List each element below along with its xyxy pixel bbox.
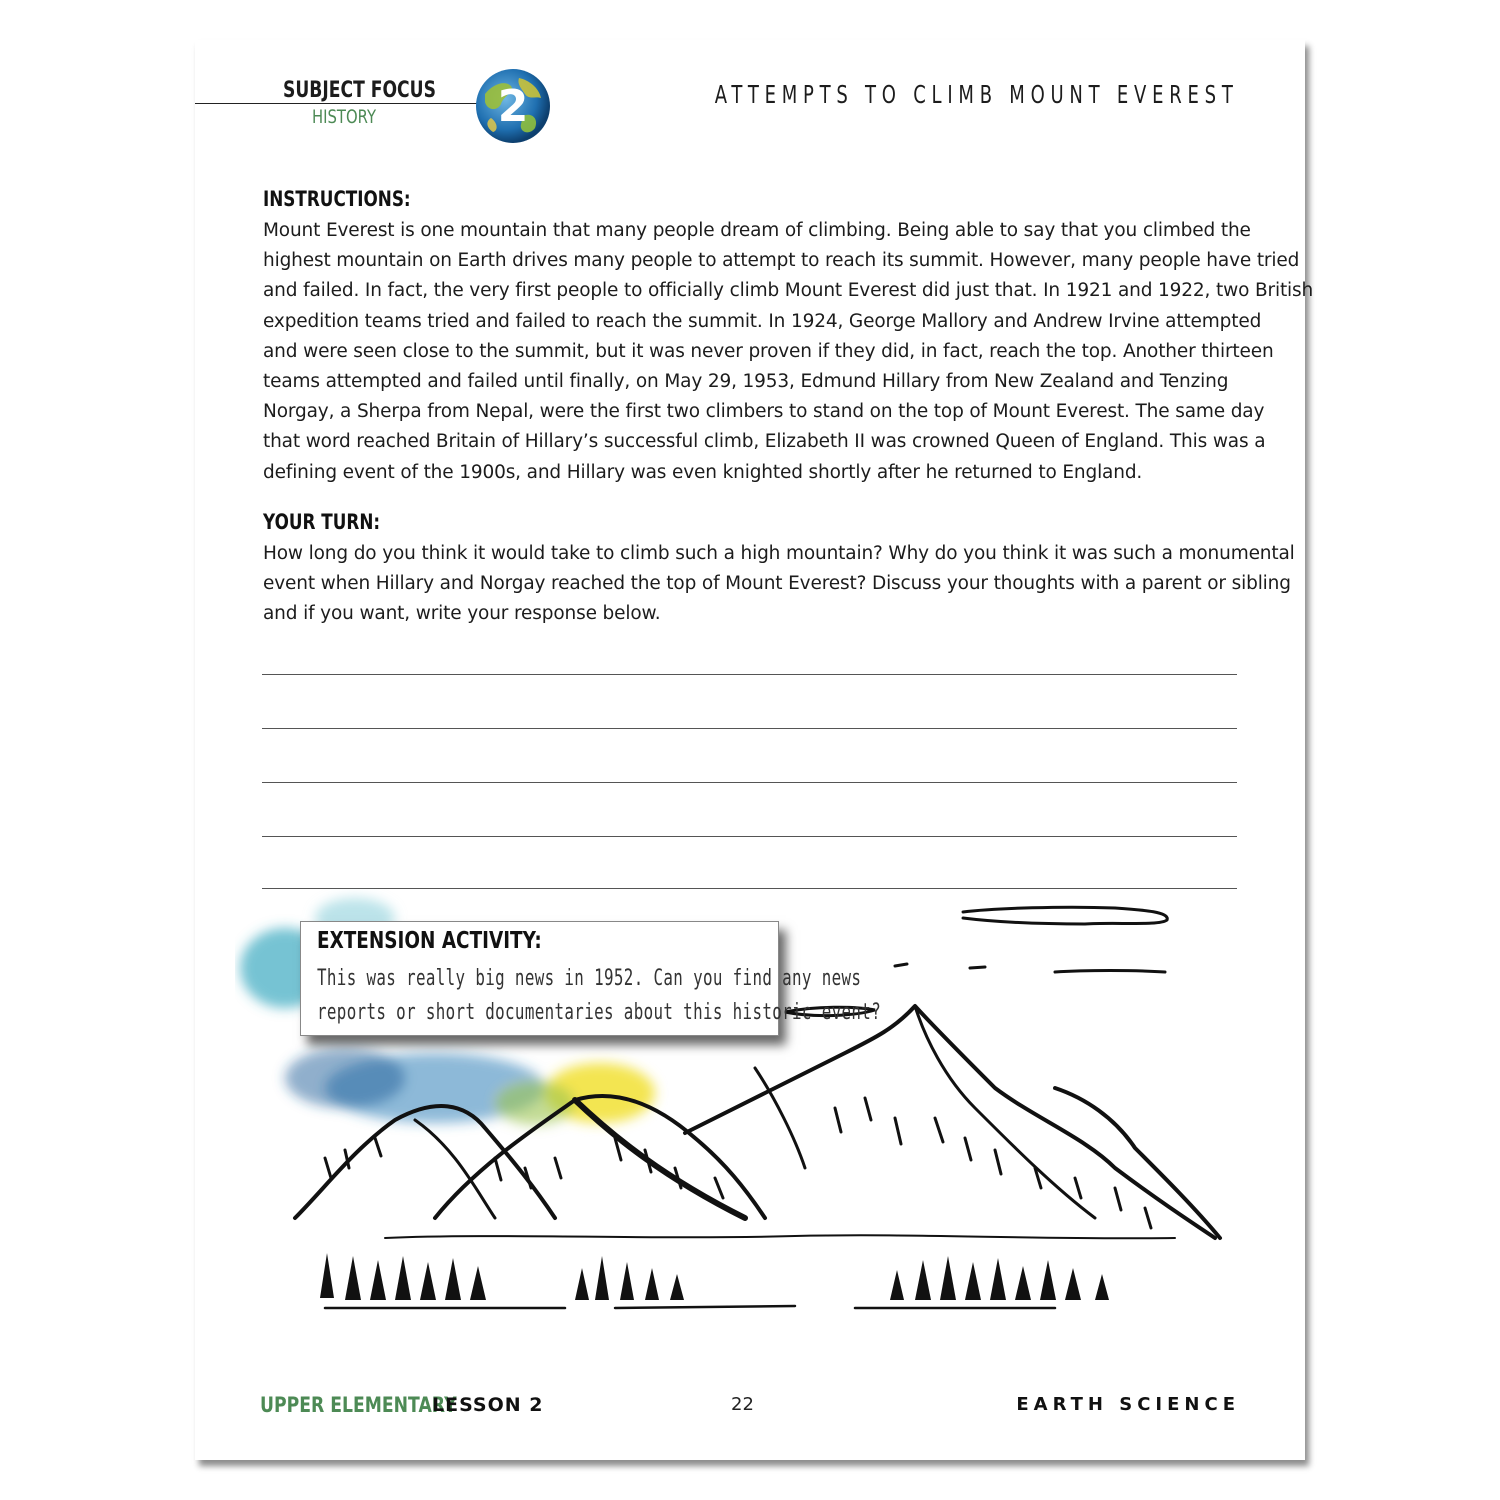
your-turn-line: and if you want, write your response below. — [263, 603, 661, 625]
response-line[interactable] — [262, 728, 1237, 729]
your-turn-line: How long do you think it would take to climb such a high mountain? Why do you think it was such a monumental — [263, 543, 1295, 564]
response-line[interactable] — [262, 836, 1237, 837]
instructions-line: Mount Everest is one mountain that many people dream of climbing. Being able to say that you climbed the — [263, 220, 1251, 241]
footer-lesson: LESSON 2 — [432, 1394, 544, 1416]
instructions-line: and failed. In fact, the very first people to officially climb Mount Everest did just that. In 1921 and 1922, two British — [263, 280, 1314, 302]
page-number: 22 — [731, 1394, 754, 1415]
instructions-heading: INSTRUCTIONS: — [263, 187, 411, 211]
worksheet-page — [195, 40, 1314, 1460]
your-turn-heading: YOUR TURN: — [263, 510, 381, 534]
extension-line: This was really big news in 1952. Can you find any news — [317, 966, 862, 991]
instructions-line: expedition teams tried and failed to reach the summit. In 1924, George Mallory and Andrew Irvine attempted — [263, 310, 1262, 332]
subject-name: HISTORY — [312, 106, 377, 128]
lesson-number-badge: 2 — [497, 81, 529, 132]
your-turn-text — [263, 539, 1295, 630]
instructions-line: defining event of the 1900s, and Hillary was even knighted shortly after he returned to England. — [263, 461, 1143, 483]
mountains-sketch — [295, 1006, 1220, 1308]
response-line[interactable] — [262, 674, 1237, 675]
your-turn-line: event when Hillary and Norgay reached the top of Mount Everest? Discuss your thoughts with a parent or sibling — [263, 573, 1291, 595]
instructions-line: Norgay, a Sherpa from Nepal, were the first two climbers to stand on the top of Mount Everest. The same day — [263, 401, 1265, 423]
extension-line: reports or short documentaries about this historic event? — [317, 1000, 882, 1025]
subject-focus-label: SUBJECT FOCUS — [283, 78, 436, 103]
footer-course: EARTH SCIENCE — [1016, 1394, 1240, 1415]
trees-sketch — [320, 1253, 1109, 1300]
instructions-line: that word reached Britain of Hillary’s successful climb, Elizabeth II was crowned Queen of England. This was a — [263, 431, 1266, 453]
instructions-line: teams attempted and failed until finally, on May 29, 1953, Edmund Hillary from New Zealand and Tenzing — [263, 371, 1229, 393]
extension-text — [317, 962, 1100, 1030]
instructions-line: and were seen close to the summit, but it was never proven if they did, in fact, reach the top. Another thirteen — [263, 340, 1274, 362]
subject-focus-rule — [195, 103, 495, 104]
instructions-line: highest mountain on Earth drives many people to attempt to reach its summit. However, many people have tried — [263, 250, 1300, 272]
page-title: ATTEMPTS TO CLIMB MOUNT EVEREST — [715, 80, 1239, 109]
instructions-text — [263, 216, 1313, 488]
extension-heading: EXTENSION ACTIVITY: — [317, 928, 542, 954]
extension-activity-box — [300, 921, 882, 1036]
response-line[interactable] — [262, 782, 1237, 783]
globe-icon — [473, 66, 553, 146]
footer-level: UPPER ELEMENTARY — [260, 1393, 457, 1417]
